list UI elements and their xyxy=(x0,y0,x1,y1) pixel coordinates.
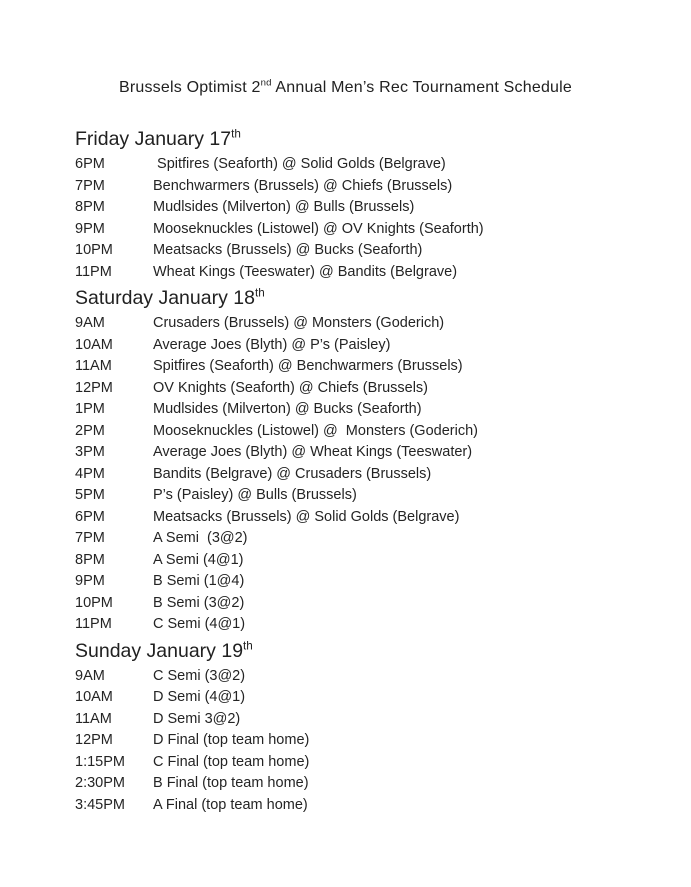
matchup-cell: Benchwarmers (Brussels) @ Chiefs (Brussels) xyxy=(153,177,453,194)
matchup-cell: A Final (top team home) xyxy=(153,796,308,813)
schedule-row xyxy=(75,219,691,241)
day-heading-text: Saturday January 18 xyxy=(75,287,255,309)
matchup-cell: D Semi (4@1) xyxy=(153,689,246,705)
matchup-cell: C Semi (3@2) xyxy=(153,667,246,684)
matchup-cell: Wheat Kings (Teeswater) @ Bandits (Belgrave) xyxy=(153,263,458,280)
day-heading-ordinal-superscript: th xyxy=(231,127,241,141)
day-heading-ordinal-superscript: th xyxy=(243,639,253,652)
day-heading xyxy=(75,638,691,664)
matchup-cell: B Semi (3@2) xyxy=(153,594,245,611)
schedule-row xyxy=(75,571,691,593)
schedule-row xyxy=(75,356,691,378)
schedule-row xyxy=(75,442,691,464)
schedule-row xyxy=(75,730,691,752)
schedule-row xyxy=(75,240,691,262)
schedule-row xyxy=(75,421,691,443)
time-cell: 4PM xyxy=(75,465,105,482)
schedule-row xyxy=(75,687,691,709)
schedule-row xyxy=(75,773,691,795)
day-heading-text: Sunday January 19 xyxy=(75,639,244,662)
time-cell: 7PM xyxy=(75,177,105,194)
day-heading-text: Friday January 17 xyxy=(75,128,232,150)
schedule-row xyxy=(75,507,691,529)
time-cell: 9PM xyxy=(75,220,105,237)
day-rows xyxy=(75,313,691,636)
time-cell: 9AM xyxy=(75,667,105,684)
title-suffix: Annual Men’s Rec Tournament Schedule xyxy=(271,79,573,96)
schedule-row xyxy=(75,593,691,615)
time-cell: 2:30PM xyxy=(75,775,125,791)
matchup-cell: Mooseknuckles (Listowel) @ Monsters (Goderich) xyxy=(153,422,478,439)
day-heading xyxy=(75,285,691,311)
schedule-row xyxy=(75,485,691,507)
time-cell: 6PM xyxy=(75,156,105,172)
time-cell: 8PM xyxy=(75,551,105,568)
schedule-row xyxy=(75,666,691,688)
day-heading-ordinal-superscript: th xyxy=(254,286,265,300)
matchup-cell: C Semi (4@1) xyxy=(153,616,246,632)
matchup-cell: Spitfires (Seaforth) @ Solid Golds (Belgrave) xyxy=(153,156,446,172)
time-cell: 11PM xyxy=(75,616,112,632)
time-cell: 5PM xyxy=(75,487,105,503)
matchup-cell: Mudlsides (Milverton) @ Bulls (Brussels) xyxy=(153,199,415,215)
matchup-cell: OV Knights (Seaforth) @ Chiefs (Brussels) xyxy=(153,379,429,396)
time-cell: 3:45PM xyxy=(75,796,125,813)
schedule-row xyxy=(75,550,691,572)
matchup-cell: B Final (top team home) xyxy=(153,775,309,791)
time-cell: 11PM xyxy=(75,263,112,280)
matchup-cell: Mooseknuckles (Listowel) @ OV Knights (Seaforth) xyxy=(153,220,484,237)
matchup-cell: Spitfires (Seaforth) @ Benchwarmers (Brussels) xyxy=(153,358,463,374)
time-cell: 10AM xyxy=(75,336,113,353)
schedule-row xyxy=(75,262,691,284)
time-cell: 9PM xyxy=(75,573,105,589)
time-cell: 10PM xyxy=(75,594,113,611)
time-cell: 10AM xyxy=(75,689,113,705)
time-cell: 12PM xyxy=(75,732,113,748)
schedule-row xyxy=(75,335,691,357)
schedule-row xyxy=(75,795,691,817)
time-cell: 10PM xyxy=(75,242,113,258)
time-cell: 6PM xyxy=(75,508,105,525)
time-cell: 11AM xyxy=(75,710,112,727)
time-cell: 1PM xyxy=(75,401,105,417)
time-cell: 11AM xyxy=(75,358,112,374)
schedule-row xyxy=(75,378,691,400)
day-rows xyxy=(75,666,691,817)
matchup-cell: D Final (top team home) xyxy=(153,732,310,748)
schedule-row xyxy=(75,464,691,486)
time-cell: 12PM xyxy=(75,379,113,396)
matchup-cell: P’s (Paisley) @ Bulls (Brussels) xyxy=(153,487,357,503)
schedule-row xyxy=(75,709,691,731)
day-section xyxy=(75,638,691,817)
matchup-cell: Meatsacks (Brussels) @ Solid Golds (Belgrave) xyxy=(153,508,460,525)
matchup-cell: Average Joes (Blyth) @ P’s (Paisley) xyxy=(153,336,391,353)
matchup-cell: C Final (top team home) xyxy=(153,753,310,770)
schedule-row xyxy=(75,313,691,335)
matchup-cell: Bandits (Belgrave) @ Crusaders (Brussels) xyxy=(153,465,432,482)
schedule-row xyxy=(75,399,691,421)
title-prefix: Brussels Optimist 2 xyxy=(118,79,261,96)
matchup-cell: Average Joes (Blyth) @ Wheat Kings (Teeswater) xyxy=(153,444,473,460)
matchup-cell: B Semi (1@4) xyxy=(153,573,245,589)
matchup-cell: Crusaders (Brussels) @ Monsters (Goderich) xyxy=(153,315,445,331)
matchup-cell: Mudlsides (Milverton) @ Bucks (Seaforth) xyxy=(153,401,422,417)
time-cell: 7PM xyxy=(75,530,105,546)
schedule-row xyxy=(75,197,691,219)
time-cell: 9AM xyxy=(75,315,105,331)
day-section xyxy=(75,126,691,283)
time-cell: 1:15PM xyxy=(75,753,125,770)
title-ordinal-superscript: nd xyxy=(260,77,272,89)
schedule-row xyxy=(75,176,691,198)
schedule-row xyxy=(75,528,691,550)
schedule-row xyxy=(75,752,691,774)
time-cell: 3PM xyxy=(75,444,105,460)
matchup-cell: A Semi (3@2) xyxy=(153,530,248,546)
page-title xyxy=(0,0,691,99)
matchup-cell: D Semi 3@2) xyxy=(153,710,241,727)
day-rows xyxy=(75,154,691,283)
schedule-row xyxy=(75,614,691,636)
time-cell: 2PM xyxy=(75,422,105,439)
schedule-row xyxy=(75,154,691,176)
schedule xyxy=(0,126,691,816)
day-heading xyxy=(75,126,691,152)
day-section xyxy=(75,285,691,636)
matchup-cell: Meatsacks (Brussels) @ Bucks (Seaforth) xyxy=(153,242,423,258)
time-cell: 8PM xyxy=(75,199,105,215)
matchup-cell: A Semi (4@1) xyxy=(153,551,244,568)
